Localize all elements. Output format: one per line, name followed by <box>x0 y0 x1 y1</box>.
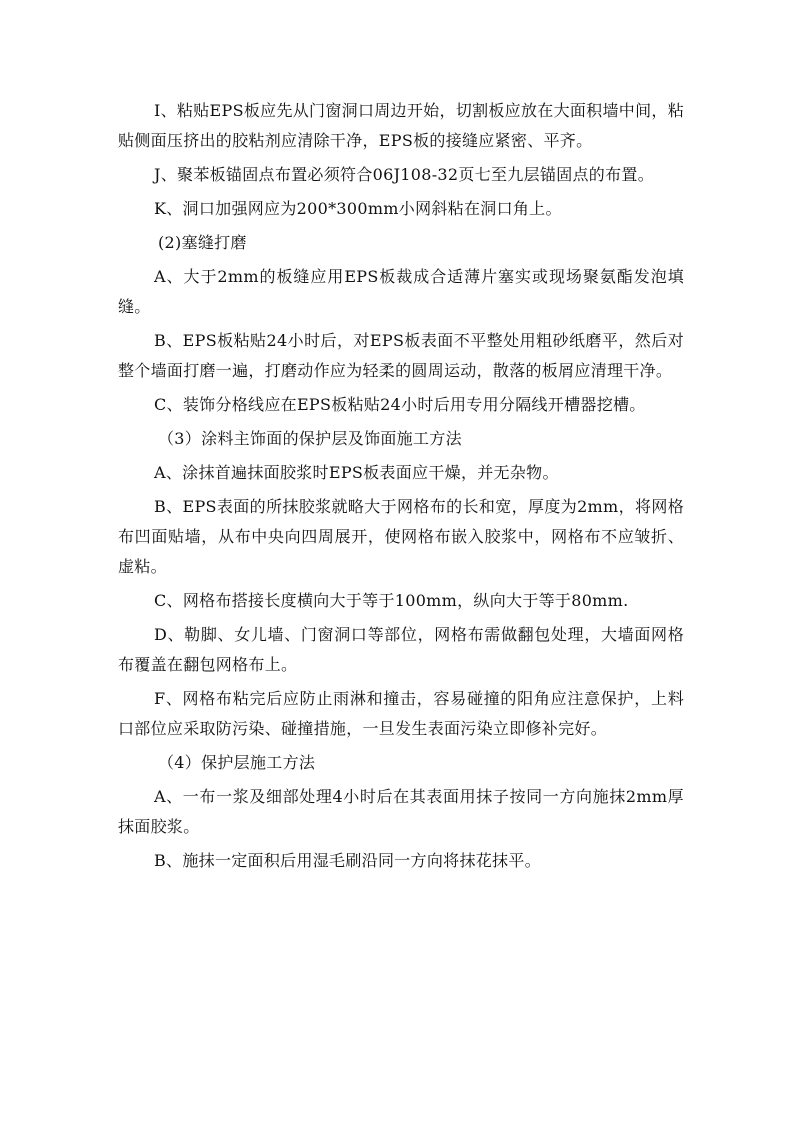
section-heading-4: （4）保护层施工方法 <box>158 753 316 772</box>
paragraph-item-a: A、一布一浆及细部处理4小时后在其表面用抹子按同一方向施抹2mm厚抹面胶浆。 <box>118 787 684 836</box>
paragraph-item-b: B、施抹一定面积后用湿毛刷沿同一方向将抹花抹平。 <box>154 851 541 870</box>
paragraph-item-c: C、装饰分格线应在EPS板粘贴24小时后用专用分隔线开槽器挖槽。 <box>154 395 646 414</box>
paragraph-item-i: I、粘贴EPS板应先从门窗洞口周边开始，切割板应放在大面积墙中间，粘贴侧面压挤出的胶粘剂应清除干净，EPS板的接缝应紧密、平齐。 <box>118 101 684 150</box>
paragraph-item-b: B、EPS板粘贴24小时后，对EPS板表面不平整处用粗砂纸磨平，然后对整个墙面打磨一遍，打磨动作应为轻柔的圆周运动，散落的板屑应清理干净。 <box>118 331 684 380</box>
paragraph-item-d: D、勒脚、女儿墙、门窗洞口等部位，网格布需做翻包处理，大墙面网格布覆盖在翻包网格布上。 <box>118 625 684 674</box>
paragraph-item-f: F、网格布粘完后应防止雨淋和撞击，容易碰撞的阳角应注意保护，上料口部位应采取防污染、碰撞措施，一旦发生表面污染立即修补完好。 <box>118 689 684 738</box>
paragraph-item-b: B、EPS表面的所抹胶浆就略大于网格布的长和宽，厚度为2mm，将网格布凹面贴墙，从布中央向四周展开，使网格布嵌入胶浆中，网格布不应皱折、虚粘。 <box>118 497 684 576</box>
paragraph-item-j: J、聚苯板锚固点布置必须符合06J108-32页七至九层锚固点的布置。 <box>154 165 654 184</box>
paragraph-item-c: C、网格布搭接长度横向大于等于100mm，纵向大于等于80mm. <box>154 591 629 610</box>
paragraph-item-k: K、洞口加强网应为200*300mm小网斜粘在洞口角上。 <box>154 199 562 218</box>
section-heading-2: (2)塞缝打磨 <box>158 233 247 252</box>
paragraph-item-a: A、涂抹首遍抹面胶浆时EPS板表面应干燥，并无杂物。 <box>154 463 559 482</box>
document-body <box>118 96 684 876</box>
section-heading-3: （3）涂料主饰面的保护层及饰面施工方法 <box>158 429 462 448</box>
paragraph-item-a: A、大于2mm的板缝应用EPS板裁成合适薄片塞实或现场聚氨酯发泡填缝。 <box>118 267 684 316</box>
